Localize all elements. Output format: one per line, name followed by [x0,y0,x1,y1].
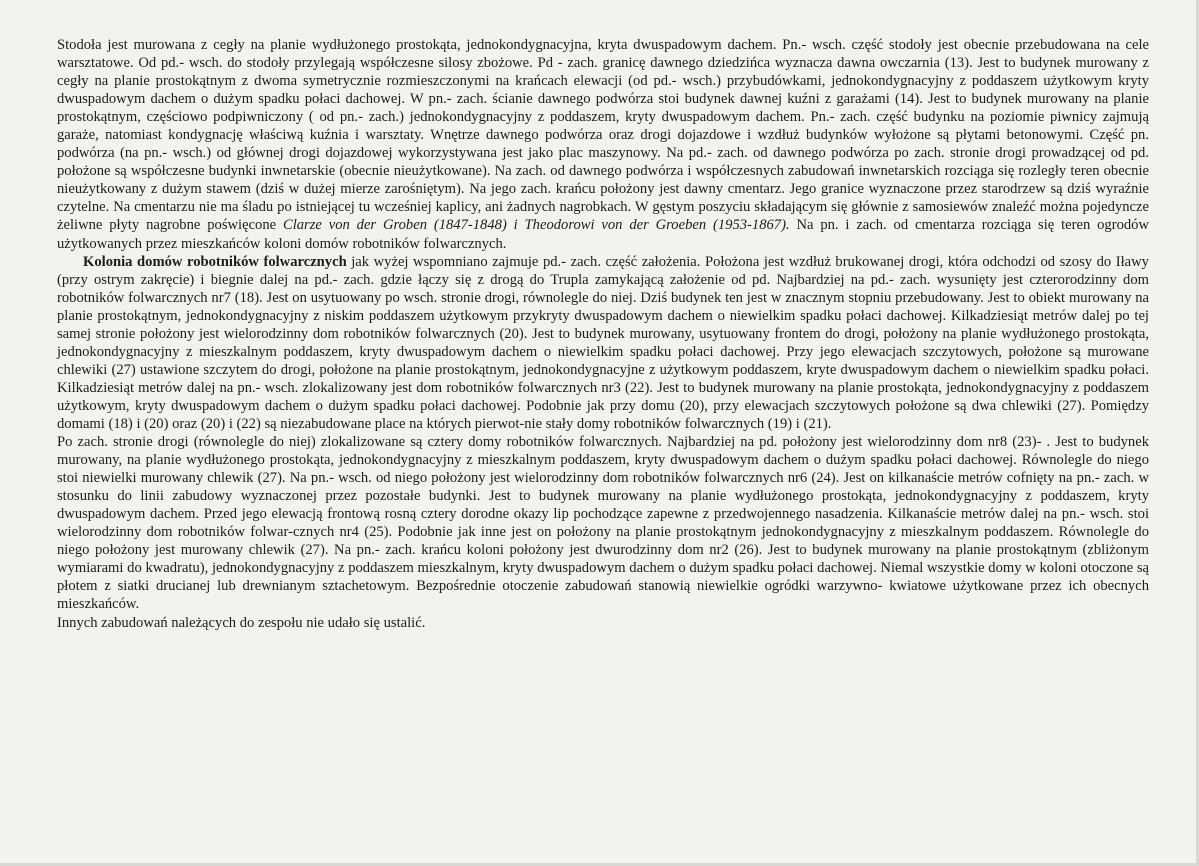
paragraph-1-end: Na pn. i zach. od cmentarza rozciąga się teren ogrodów użytkowanych przez mieszkańców koloni domów robotników folwarcznych. [57,217,1149,252]
paragraph-barn-and-farmyard [57,36,1149,253]
paragraph-closing-note: Innych zabudowań należących do zespołu nie udało się ustalić. [57,614,426,631]
paragraph-west-side-houses: Po zach. stronie drogi (równolegle do niej) zlokalizowane są cztery domy robotników folwarcznych. Najbardziej na pd. położony jest wielorodzinny dom nr8 (23)- . Jest to budynek murowany, na planie wydłużonego prostokąta, jednokondygnacyjny z mieszkalnym poddaszem, kryty dwuspadowym dachem o dużym spadku połaci dachowej. Równolegle do niego stoi niewielki murowany chlewik (27). Na pn.- wsch. od niego położony jest wielorodzinny dom robotników folwarcznych nr6 (24). Jest on kilkanaście metrów cofnięty na pn.- zach. w stosunku do linii zabudowy wyznaczonej przez pozostałe budynki. Jest to budynek murowany na planie wydłużonego prostokąta, jednokondygnacyjny z poddaszem, kryty dwuspadowym dachem. Przed jego elewacją frontową rosną cztery dorodne okazy lip pochodzące zapewne z przedwojennego nasadzenia. Kilkanaście metrów dalej na pn.- wsch. stoi wielorodzinny dom robotników folwar-cznych nr4 (25). Podobnie jak inne jest on położony na planie prostokątnym jednokondygnacyjny z mieszkalnym poddaszem. Równolegle do niego położony jest murowany chlewik (27). Na pn.- zach. krańcu koloni położony jest dwurodzinny dom nr2 (26). Jest to budynek murowany na planie prostokątnym (zbliżonym wymiarami do kwadratu), jednokondygnacyjny z poddaszem mieszkalnym, kryty dwuspadowym dachem o dużym spadku połaci dachowej. Niemal wszystkie domy w koloni otoczone są płotem z siatki drucianej lub drewnianym sztachetowym. Bezpośrednie otoczenie zabudowań stanowią niewielkie ogródki warzywno- kwiatowe użytkowane przez ich obecnych mieszkańców. [57,434,1149,613]
faint-header-text [420,0,840,24]
document-body [57,36,1149,632]
section-heading-colony: Kolonia domów robotników folwarcznych [83,253,347,270]
tombstone-names: Clarze von der Groben (1847-1848) i Theodorowi von der Groeben (1953-1867). [282,217,790,234]
paragraph-2-text: jak wyżej wspomniano zajmuje pd.- zach. część założenia. Położona jest wzdłuż brukowanej drogi, która odchodzi od szosy do Iławy (przy ostrym zakręcie) i biegnie dalej na pd.- zach. gdzie łączy się z drogą do Trupla zamykającą założenie od pd. Najbardziej na pd.- zach. wysunięty jest czterorodzinny dom robotników folwarcznych nr7 (18). Jest on usytuowany po wsch. stronie drogi, równolegle do niej. Dziś budynek ten jest w znacznym stopniu przebudowany. Jest to obiekt murowany na planie prostokątnym, jednokondygnacyjny z niskim poddaszem użytkowym przykryty dwuspadowym dachem o niewielkim spadku połaci dachowej. Kilkadziesiąt metrów dalej po tej samej stronie położony jest wielorodzinny dom robotników folwarcznych (20). Jest to budynek murowany, usytuowany frontem do drogi, położony na planie wydłużonego prostokąta, jednokondygnacyjny z mieszkalnym poddaszem, kryty dwuspadowym dachem o niewielkim spadku połaci dachowej. Przy jego elewacjach szczytowych, położone są murowane chlewiki (27) ustawione szczytem do drogi, położone na planie prostokątnym, jednokondygnacyjne z użytkowym poddaszem, kryte dwuspadowym dachem o niewielkim spadku połaci. Kilkadziesiąt metrów dalej na pn.- wsch. zlokalizowany jest dom robotników folwarcznych nr3 (22). Jest to budynek murowany na planie prostokąta, jednokondygnacyjny z poddaszem użytkowym, kryty dwuspadowym dachem o dużym spadku połaci dachowej. Podobnie jak przy domu (20), przy elewacjach szczytowych położone są dwa chlewiki (27). Pomiędzy domami (18) i (20) oraz (20) i (22) są niezabudowane place na których pierwot-nie stały domy robotników folwarcznych (19) i (21). [57,253,1149,432]
paragraph-1-text: Stodoła jest murowana z cegły na planie wydłużonego prostokąta, jednokondygnacyjna, kryta dwuspadowym dachem. Pn.- wsch. część stodoły jest obecnie przebudowana na cele warsztatowe. Od pd.- wsch. do stodoły przylegają współczesne silosy zbożowe. Pd - zach. granicę dawnego dziedzińca wyznacza dawna owczarnia (13). Jest to budynek murowany z cegły na planie prostokątnym z dwoma symetrycznie rozmieszczonymi na krańcach elewacji (od pd.- wsch.) przybudówkami, jednokondygnacyjny z poddaszem użytkowym kryty dwuspadowym dachem o dużym spadku połaci dachowej. W pn.- zach. ścianie dawnego podwórza stoi budynek dawnej kuźni z garażami (14). Jest to budynek murowany na planie prostokątnym, częściowo podpiwniczony ( od pn.- zach.) jednokondygnacyjny z poddaszem, kryty dwuspadowym dachem. Pn.- zach. część budynku na poziomie piwnicy zajmują garaże, natomiast kondygnację właściwą kuźnia i warsztaty. Wnętrze dawnego podwórza oraz drogi dojazdowe i wzdłuż budynków wyłożone są płytami betonowymi. Część pn. podwórza (na pn.- wsch.) od głównej drogi dojazdowej wykorzystywana jest jako plac maszynowy. Na pd.- zach. od dawnego podwórza po zach. stronie drogi prowadzącej od pd. położone są współczesne budynki inwnetarskie (obecnie nieużytkowane). Na zach. od dawnego podwórza i współczesnych zabudowań inwnetarskich rozciąga się rozległy teren obecnie nieużytkowany z dużym stawem (dziś w dużej mierze zarośniętym). Na jego zach. krańcu położony jest dawny cmentarz. Jego granice wyznaczone przez starodrzew są dziś wyraźnie czytelne. Na cmentarzu nie ma śladu po istniejącej tu wcześniej kaplicy, ani żadnych nagrobkach. W gęstym poszyciu składającym się głównie z samosiewów znaleźć można pojedyncze żeliwne płyty nagrobne poświęcone [57,37,1149,234]
paragraph-workers-colony [57,253,1149,433]
